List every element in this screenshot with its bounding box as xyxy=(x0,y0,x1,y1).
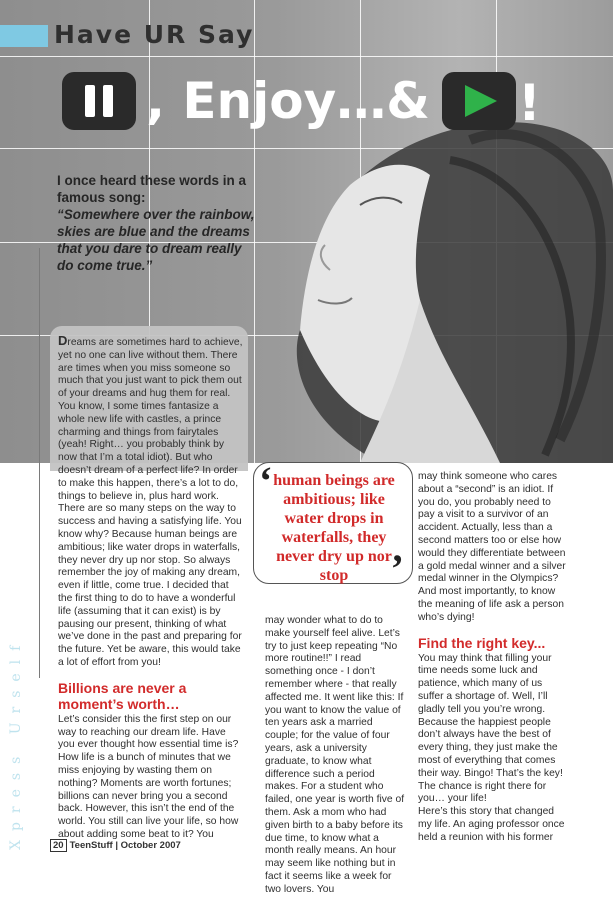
open-quote-icon: ‘ xyxy=(259,458,273,503)
paragraph: may think someone who cares about a “second” is an idiot. If you do, you probably need to pay a visit to a survivor of an accident. Actually, less than a second matters too or else how would they differentiate between a gold medal winner and a silver medal winner in the Olympics? And most importantly, to know the meaning of life ask a person who’s dying! xyxy=(418,471,566,623)
page-number: 20 xyxy=(50,839,67,852)
paragraph xyxy=(58,335,245,670)
headline xyxy=(62,66,516,136)
pull-quote xyxy=(253,458,413,591)
intro-lead: I once heard these words in a famous song: xyxy=(57,173,247,205)
section-side-label: Xpress Urself xyxy=(8,636,24,850)
subheading-key: Find the right key... xyxy=(418,634,546,651)
headline-text: , Enjoy…& xyxy=(146,72,430,130)
paragraph: may wonder what to do to make yourself feel alive. Let’s try to just keep repeating “No more routine!!” I read something once - I don’t remember where - that really affected me. It went like this: If you want to know the value of ten years ask a married couple; for the value of four years, ask a university graduate, to know what difference such a period makes. For a student who failed, one year is worth five of them. Ask a mom who had given birth to a baby before its due time, to know what a month really means. An hour may seem like nothing but in fact it seems like a week for two lovers. You xyxy=(265,615,405,895)
subheading-billions: Billions are never a moment’s worth… xyxy=(58,679,187,712)
section-accent-tab xyxy=(0,25,48,47)
paragraph: Let’s consider this the first step on our way to reaching our dream life. Have you ever thought how essential time is? How life is a bunch of minutes that we miss enjoying by wasting them on nothing? Moments are worth fortunes; billions can never bring you a second back. However, this isn’t the end of the world. You still can live your life, so how about adding some beat to it? You xyxy=(58,713,239,840)
magazine-issue: TeenStuff | October 2007 xyxy=(69,840,181,851)
page-footer xyxy=(50,839,181,852)
paragraph-text: reams are sometimes hard to achieve, yet no one can live without them. There are times when you miss someone so much that you just want to pick them out of your dreams and hug them for real. You know, I some times fantasize a whole new life with castles, a prince charming and things from fairytales (yeah! Right… you probably think by now that I’m a total idiot). But who doesn’t dream of a perfect life? In order to make this happen, there’s a lot to do, things to believe in, plus hard work. There are so many steps on the way to success and having a satisfying life. You know why? Because human beings are ambitious; like water drops in waterfalls, they never dry up nor stop. So always remember the joy of making any dream, even if little, come true. I decided that the first thing to do to have a wonderful life (assuming that it can exist) is by pausing our present, thinking of what we’ve done in the past and preparing for the future. Yet be aware, this would take a lot of effort from you! xyxy=(58,337,243,668)
headline-exclamation: ! xyxy=(518,74,541,132)
song-quote: “Somewhere over the rainbow, skies are blue and the dreams that you dare to dream really do come true.” xyxy=(57,207,255,273)
paragraph: Here’s this story that changed my life. An aging professor once held a reunion with his former xyxy=(418,806,565,843)
column-2 xyxy=(265,615,405,897)
pull-quote-text: human beings are ambitious; like water drops in waterfalls, they never dry up nor stop xyxy=(273,472,395,584)
section-kicker: Have UR Say xyxy=(54,20,255,49)
intro-text xyxy=(57,172,257,274)
vertical-rule xyxy=(39,248,40,678)
drop-cap: D xyxy=(58,333,68,348)
close-quote-icon: ’ xyxy=(390,546,404,591)
pause-icon xyxy=(62,72,136,130)
play-icon xyxy=(442,72,516,130)
column-1 xyxy=(58,335,245,842)
paragraph: You may think that filling your time needs some luck and patience, which many of us suffer a shortage of. Well, I’ll gladly tell you you’re wrong. Because the happiest people don’t always have the best of every thing, they just make the most of everything that comes their way. Bingo! That’s the key! The chance is right there for you… your life! xyxy=(418,652,563,805)
column-3 xyxy=(418,471,568,845)
